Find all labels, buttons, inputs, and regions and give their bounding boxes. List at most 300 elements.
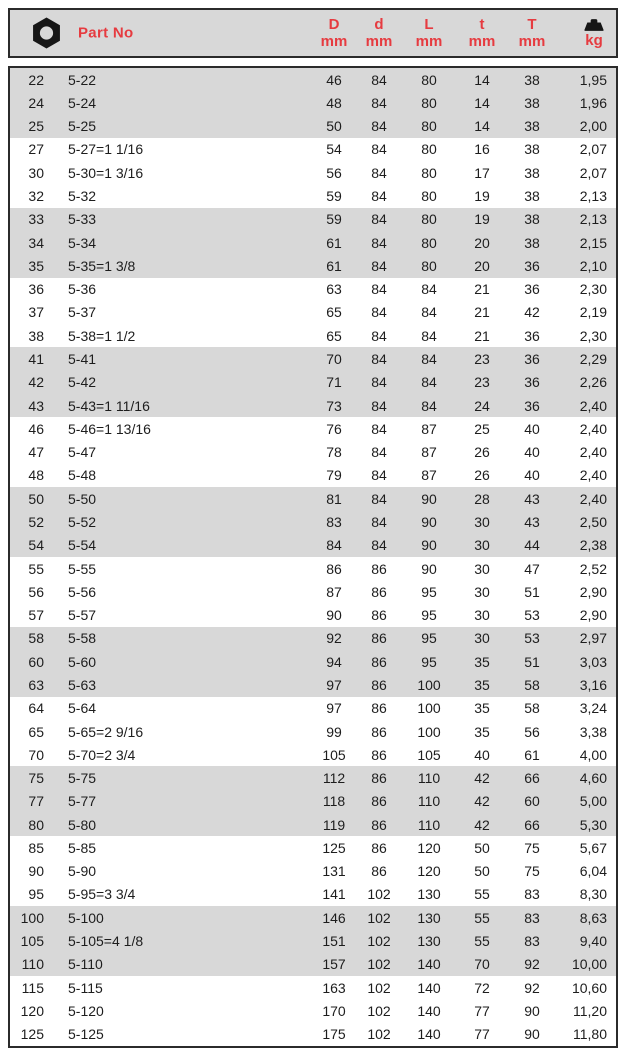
table-row <box>10 254 616 277</box>
cell-d: 84 <box>358 534 400 557</box>
cell-t: 77 <box>474 1026 490 1043</box>
cell-t: 35 <box>474 723 490 740</box>
cell-L: 80 <box>400 68 458 91</box>
column-header-T <box>506 10 558 56</box>
cell-T: 38 <box>506 231 558 254</box>
cell-kg: 2,90 <box>579 583 607 600</box>
cell-d: 84 <box>358 487 400 510</box>
cell-part-no: 5-37 <box>68 304 97 321</box>
cell-t: 72 <box>474 979 490 996</box>
cell-t: 25 <box>474 420 490 437</box>
part-no-column-header: Part No <box>78 24 134 42</box>
cell-part-no: 5-27=1 1/16 <box>68 141 144 158</box>
table-row <box>10 976 616 999</box>
cell-T: 36 <box>524 327 540 344</box>
cell-d: 84 <box>358 91 400 114</box>
cell-D: 61 <box>310 254 358 277</box>
cell-t: 35 <box>458 650 506 673</box>
table-row <box>10 999 616 1022</box>
cell-part-no: 5-90 <box>68 863 97 880</box>
cell-D: 87 <box>326 583 342 600</box>
cell-kg: 2,07 <box>579 164 607 181</box>
cell-kg: 2,40 <box>558 487 616 510</box>
cell-t: 20 <box>458 254 506 277</box>
cell-T: 43 <box>506 510 558 533</box>
cell-size: 70 <box>28 746 44 763</box>
cell-d: 86 <box>371 863 387 880</box>
cell-L: 80 <box>421 141 437 158</box>
column-symbol: D <box>328 16 340 33</box>
cell-kg: 2,10 <box>558 254 616 277</box>
cell-d: 86 <box>358 627 400 650</box>
cell-t: 23 <box>458 347 506 370</box>
cell-T: 38 <box>524 164 540 181</box>
cell-t: 55 <box>474 886 490 903</box>
cell-d: 86 <box>371 746 387 763</box>
column-symbol: t <box>479 16 485 33</box>
cell-d: 102 <box>358 953 400 976</box>
cell-kg: 2,26 <box>558 371 616 394</box>
cell-part-no: 5-32 <box>68 188 97 205</box>
cell-kg: 11,80 <box>573 1026 607 1043</box>
cell-part-no: 5-65=2 9/16 <box>68 723 144 740</box>
column-unit: mm <box>320 33 348 50</box>
table-body-box <box>8 66 618 1048</box>
cell-D: 84 <box>310 534 358 557</box>
cell-T: 92 <box>506 953 558 976</box>
cell-part-no: 5-110 <box>50 953 310 976</box>
cell-kg: 4,60 <box>558 766 616 789</box>
cell-size: 60 <box>10 650 50 673</box>
cell-part-no: 5-125 <box>68 1026 104 1043</box>
cell-L: 84 <box>400 371 458 394</box>
cell-L: 90 <box>400 510 458 533</box>
cell-part-no: 5-120 <box>68 1002 104 1019</box>
cell-kg: 3,24 <box>579 700 607 717</box>
cell-D: 118 <box>310 790 358 813</box>
table-row <box>10 557 616 580</box>
cell-D: 99 <box>326 723 342 740</box>
column-header-L <box>400 10 458 56</box>
cell-part-no: 5-75 <box>50 766 310 789</box>
cell-size: 90 <box>28 863 44 880</box>
cell-L: 80 <box>400 208 458 231</box>
cell-T: 83 <box>506 906 558 929</box>
cell-t: 21 <box>474 281 490 298</box>
table-row <box>10 929 616 952</box>
cell-kg: 4,00 <box>579 746 607 763</box>
cell-d: 84 <box>358 231 400 254</box>
cell-size: 52 <box>10 510 50 533</box>
cell-T: 38 <box>524 141 540 158</box>
cell-D: 112 <box>310 766 358 789</box>
cell-part-no: 5-115 <box>68 979 103 996</box>
cell-D: 46 <box>310 68 358 91</box>
cell-kg: 2,13 <box>579 188 607 205</box>
cell-T: 58 <box>524 700 540 717</box>
cell-T: 56 <box>524 723 540 740</box>
cell-t: 16 <box>474 141 490 158</box>
table-row <box>10 906 616 929</box>
cell-D: 65 <box>326 327 342 344</box>
cell-D: 94 <box>310 650 358 673</box>
cell-L: 80 <box>421 164 437 181</box>
table-row <box>10 836 616 859</box>
cell-T: 40 <box>524 420 540 437</box>
cell-kg: 2,97 <box>558 627 616 650</box>
cell-kg: 8,63 <box>558 906 616 929</box>
cell-D: 59 <box>326 188 342 205</box>
cell-D: 175 <box>322 1026 346 1043</box>
cell-part-no: 5-105=4 1/8 <box>50 929 310 952</box>
cell-D: 61 <box>310 231 358 254</box>
cell-L: 95 <box>400 650 458 673</box>
table-row <box>10 394 616 417</box>
cell-d: 84 <box>358 208 400 231</box>
cell-part-no: 5-34 <box>50 231 310 254</box>
cell-part-no: 5-22 <box>50 68 310 91</box>
cell-D: 70 <box>310 347 358 370</box>
cell-kg: 2,90 <box>579 607 607 624</box>
cell-kg: 11,20 <box>573 1002 607 1019</box>
cell-part-no: 5-33 <box>50 208 310 231</box>
cell-kg: 2,30 <box>579 281 607 298</box>
table-row <box>10 91 616 114</box>
cell-size: 120 <box>20 1002 44 1019</box>
cell-d: 86 <box>371 583 387 600</box>
cell-t: 35 <box>458 673 506 696</box>
table-row <box>10 371 616 394</box>
cell-D: 56 <box>326 164 342 181</box>
cell-d: 84 <box>371 141 387 158</box>
cell-size: 105 <box>10 929 50 952</box>
cell-T: 36 <box>506 371 558 394</box>
table-row <box>10 883 616 906</box>
cell-kg: 2,40 <box>579 444 607 461</box>
cell-L: 80 <box>421 188 437 205</box>
cell-t: 26 <box>474 467 490 484</box>
cell-t: 19 <box>458 208 506 231</box>
table-row <box>10 743 616 766</box>
cell-size: 22 <box>10 68 50 91</box>
cell-kg: 5,67 <box>579 839 607 856</box>
cell-T: 38 <box>524 188 540 205</box>
table-row <box>10 534 616 557</box>
cell-t: 14 <box>458 115 506 138</box>
cell-part-no: 5-48 <box>68 467 97 484</box>
cell-size: 54 <box>10 534 50 557</box>
cell-D: 170 <box>322 1002 346 1019</box>
cell-D: 50 <box>310 115 358 138</box>
cell-kg: 3,38 <box>579 723 607 740</box>
cell-d: 86 <box>371 607 387 624</box>
cell-D: 97 <box>326 700 342 717</box>
cell-D: 63 <box>326 281 342 298</box>
cell-size: 125 <box>20 1026 44 1043</box>
cell-part-no: 5-41 <box>50 347 310 370</box>
cell-part-no: 5-42 <box>50 371 310 394</box>
cell-size: 57 <box>28 607 44 624</box>
column-symbol: T <box>527 16 537 33</box>
column-symbol: d <box>374 16 384 33</box>
cell-D: 54 <box>326 141 342 158</box>
table-row <box>10 720 616 743</box>
cell-t: 19 <box>474 188 490 205</box>
cell-size: 37 <box>28 304 44 321</box>
cell-L: 130 <box>400 929 458 952</box>
cell-d: 86 <box>371 723 387 740</box>
cell-t: 24 <box>458 394 506 417</box>
cell-size: 24 <box>10 91 50 114</box>
cell-size: 50 <box>10 487 50 510</box>
cell-T: 75 <box>524 863 540 880</box>
cell-L: 84 <box>421 281 437 298</box>
cell-kg: 2,38 <box>558 534 616 557</box>
cell-size: 55 <box>28 560 44 577</box>
table-header <box>8 8 618 58</box>
cell-L: 100 <box>417 723 441 740</box>
cell-L: 80 <box>400 254 458 277</box>
table-row <box>10 231 616 254</box>
cell-t: 21 <box>474 304 490 321</box>
cell-L: 140 <box>417 979 441 996</box>
cell-L: 90 <box>400 534 458 557</box>
cell-T: 51 <box>506 650 558 673</box>
table-row <box>10 813 616 836</box>
cell-size: 33 <box>10 208 50 231</box>
cell-T: 38 <box>506 115 558 138</box>
cell-d: 86 <box>358 766 400 789</box>
cell-T: 36 <box>506 254 558 277</box>
cell-t: 30 <box>458 510 506 533</box>
cell-L: 80 <box>400 115 458 138</box>
column-header-t <box>458 10 506 56</box>
cell-D: 131 <box>322 863 346 880</box>
column-unit: mm <box>518 33 546 50</box>
table-row <box>10 650 616 673</box>
cell-t: 14 <box>458 91 506 114</box>
cell-L: 120 <box>417 863 441 880</box>
weight-icon <box>584 19 604 31</box>
cell-T: 53 <box>524 607 540 624</box>
cell-t: 23 <box>458 371 506 394</box>
cell-L: 130 <box>417 886 441 903</box>
cell-part-no: 5-54 <box>50 534 310 557</box>
cell-d: 86 <box>371 560 387 577</box>
cell-D: 97 <box>310 673 358 696</box>
cell-part-no: 5-50 <box>50 487 310 510</box>
cell-part-no: 5-25 <box>50 115 310 138</box>
cell-T: 38 <box>506 91 558 114</box>
cell-size: 48 <box>28 467 44 484</box>
cell-T: 36 <box>524 281 540 298</box>
cell-L: 120 <box>417 839 441 856</box>
cell-part-no: 5-30=1 3/16 <box>68 164 144 181</box>
cell-size: 32 <box>28 188 44 205</box>
cell-kg: 2,52 <box>579 560 607 577</box>
cell-kg: 1,96 <box>558 91 616 114</box>
cell-t: 70 <box>458 953 506 976</box>
cell-size: 38 <box>28 327 44 344</box>
cell-D: 141 <box>322 886 346 903</box>
cell-part-no: 5-43=1 11/16 <box>50 394 310 417</box>
table-row <box>10 278 616 301</box>
cell-t: 30 <box>458 627 506 650</box>
cell-d: 102 <box>358 906 400 929</box>
cell-kg: 2,30 <box>579 327 607 344</box>
cell-part-no: 5-47 <box>68 444 97 461</box>
cell-L: 90 <box>400 487 458 510</box>
cell-size: 46 <box>28 420 44 437</box>
table-row <box>10 603 616 626</box>
table-row <box>10 673 616 696</box>
cell-D: 71 <box>310 371 358 394</box>
cell-D: 146 <box>310 906 358 929</box>
cell-d: 86 <box>358 650 400 673</box>
cell-d: 84 <box>371 327 387 344</box>
cell-L: 100 <box>417 700 441 717</box>
cell-d: 84 <box>358 347 400 370</box>
cell-kg: 2,07 <box>579 141 607 158</box>
cell-D: 105 <box>322 746 346 763</box>
cell-part-no: 5-95=3 3/4 <box>68 886 136 903</box>
cell-D: 92 <box>310 627 358 650</box>
table-row <box>10 1023 616 1046</box>
cell-D: 151 <box>310 929 358 952</box>
cell-kg: 1,95 <box>558 68 616 91</box>
table-row <box>10 115 616 138</box>
cell-kg: 2,19 <box>579 304 607 321</box>
cell-size: 64 <box>28 700 44 717</box>
cell-L: 110 <box>400 813 458 836</box>
cell-part-no: 5-85 <box>68 839 97 856</box>
cell-part-no: 5-56 <box>68 583 97 600</box>
cell-L: 130 <box>400 906 458 929</box>
cell-D: 73 <box>310 394 358 417</box>
cell-part-no: 5-55 <box>68 560 97 577</box>
table-row <box>10 953 616 976</box>
cell-size: 43 <box>10 394 50 417</box>
cell-part-no: 5-100 <box>50 906 310 929</box>
cell-T: 43 <box>506 487 558 510</box>
column-unit: kg <box>585 31 603 49</box>
cell-d: 102 <box>358 929 400 952</box>
cell-t: 14 <box>458 68 506 91</box>
cell-D: 78 <box>326 444 342 461</box>
cell-L: 140 <box>400 953 458 976</box>
cell-kg: 3,03 <box>558 650 616 673</box>
cell-kg: 2,40 <box>579 467 607 484</box>
cell-size: 95 <box>28 886 44 903</box>
cell-d: 102 <box>367 979 391 996</box>
cell-T: 90 <box>524 1002 540 1019</box>
cell-d: 102 <box>367 886 391 903</box>
table-row <box>10 161 616 184</box>
cell-d: 84 <box>358 371 400 394</box>
cell-part-no: 5-70=2 3/4 <box>68 746 136 763</box>
cell-kg: 2,40 <box>579 420 607 437</box>
cell-d: 86 <box>358 673 400 696</box>
cell-d: 102 <box>367 1002 391 1019</box>
cell-size: 47 <box>28 444 44 461</box>
cell-T: 92 <box>524 979 540 996</box>
header-left-section <box>10 10 310 56</box>
column-header-kg <box>558 10 616 56</box>
cell-L: 84 <box>421 304 437 321</box>
cell-part-no: 5-52 <box>50 510 310 533</box>
cell-T: 44 <box>506 534 558 557</box>
cell-size: 36 <box>28 281 44 298</box>
cell-t: 50 <box>474 839 490 856</box>
table-row <box>10 487 616 510</box>
cell-kg: 8,30 <box>579 886 607 903</box>
cell-L: 105 <box>417 746 441 763</box>
cell-d: 86 <box>371 700 387 717</box>
cell-size: 65 <box>28 723 44 740</box>
cell-L: 100 <box>400 673 458 696</box>
cell-kg: 2,00 <box>558 115 616 138</box>
cell-L: 84 <box>400 347 458 370</box>
cell-D: 48 <box>310 91 358 114</box>
cell-t: 42 <box>458 790 506 813</box>
cell-L: 84 <box>421 327 437 344</box>
cell-t: 40 <box>474 746 490 763</box>
cell-d: 84 <box>358 115 400 138</box>
cell-t: 30 <box>458 534 506 557</box>
cell-T: 53 <box>506 627 558 650</box>
cell-L: 95 <box>400 627 458 650</box>
cell-L: 95 <box>421 607 437 624</box>
cell-d: 84 <box>371 420 387 437</box>
cell-d: 84 <box>358 254 400 277</box>
cell-part-no: 5-38=1 1/2 <box>68 327 136 344</box>
cell-size: 35 <box>10 254 50 277</box>
cell-t: 30 <box>474 583 490 600</box>
cell-part-no: 5-58 <box>50 627 310 650</box>
cell-part-no: 5-64 <box>68 700 97 717</box>
table-row <box>10 184 616 207</box>
cell-T: 90 <box>524 1026 540 1043</box>
table-row <box>10 301 616 324</box>
cell-kg: 6,04 <box>579 863 607 880</box>
cell-d: 102 <box>367 1026 391 1043</box>
cell-L: 84 <box>400 394 458 417</box>
cell-T: 83 <box>506 929 558 952</box>
cell-D: 125 <box>322 839 346 856</box>
cell-T: 47 <box>524 560 540 577</box>
cell-part-no: 5-63 <box>50 673 310 696</box>
cell-kg: 2,13 <box>558 208 616 231</box>
cell-D: 90 <box>326 607 342 624</box>
cell-t: 35 <box>474 700 490 717</box>
cell-d: 84 <box>371 444 387 461</box>
cell-D: 157 <box>310 953 358 976</box>
cell-d: 86 <box>358 790 400 813</box>
cell-T: 61 <box>524 746 540 763</box>
cell-kg: 5,30 <box>558 813 616 836</box>
cell-kg: 3,16 <box>558 673 616 696</box>
table-row <box>10 766 616 789</box>
cell-kg: 2,50 <box>558 510 616 533</box>
cell-size: 80 <box>10 813 50 836</box>
cell-part-no: 5-36 <box>68 281 97 298</box>
column-symbol: L <box>424 16 434 33</box>
cell-part-no: 5-57 <box>68 607 97 624</box>
table-row <box>10 860 616 883</box>
cell-L: 140 <box>417 1002 441 1019</box>
cell-D: 83 <box>310 510 358 533</box>
cell-d: 84 <box>358 68 400 91</box>
